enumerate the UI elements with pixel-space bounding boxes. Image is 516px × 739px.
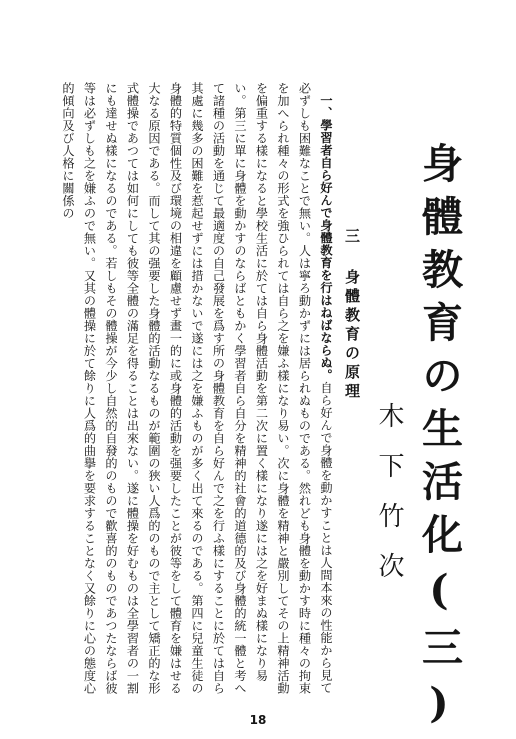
page-number: 18 (249, 713, 267, 727)
author-name: 木下竹次 (374, 402, 404, 602)
paragraph-text: 自ら好んで身體を動かすことは人間本來の性能から見て必ずしも困難なことで無い。人は寧ろ動かずには居られぬものである。然れども身體を動かす時に種々の拘束を加へられ種々の形式を強ひられては自ら之を嫌ふ樣になり易い。次に身體を精神と嚴別してその上精神活動を偏重する樣になると學校生活に於ては自ら身體活動を第二次に置く樣になり遂には之を好まぬ樣になり易い。第三に單に身體を動かすのならばともかく學習者自ら自分を精神的社會的道德的及び身體的統一體と考へて諸種の活動を通じて最適度の自己發展を爲す所の身體教育を自ら好んで之を行ふ樣にすることに於ては自ら其處に幾多の困難を惹起せずには措かないで遂には之を嫌ふものが多く出て來るのである。第四に兒童生徒の身體的特質個性及び環境の相違を顧慮せず畫一的に或身體的活動を强要したことが彼等をして體育を嫌はせる大なる原因である。而して其の强要した身體的活動なるものが範圍の狹い人爲的のもので主として矯正的な形式體操であつては如何にしても彼等全體の滿足を得ることは出來ない。遂に體操を好むものは全學習者の一割にも達せぬ樣になるのである。若しもその體操が今少し自然的自發的のもので歡喜的のものであつたならば彼等は必ずしも之を嫌ふので無い。又其の體操に於て餘りに人爲的曲擧を要求することなく又餘りに心の態度心的傾向及び人格に關係の (61, 82, 333, 695)
body-paragraph (57, 82, 337, 698)
lead-sentence: 一、學習者自ら好んで身體教育を行はねばならぬ。 (319, 94, 333, 382)
title-text: 身體教育の生活化 (415, 142, 463, 566)
part-number: (三) (415, 566, 463, 739)
body-text (34, 82, 336, 698)
section-heading: 三 身體教育の原理 (343, 228, 361, 402)
article-title (415, 142, 463, 739)
